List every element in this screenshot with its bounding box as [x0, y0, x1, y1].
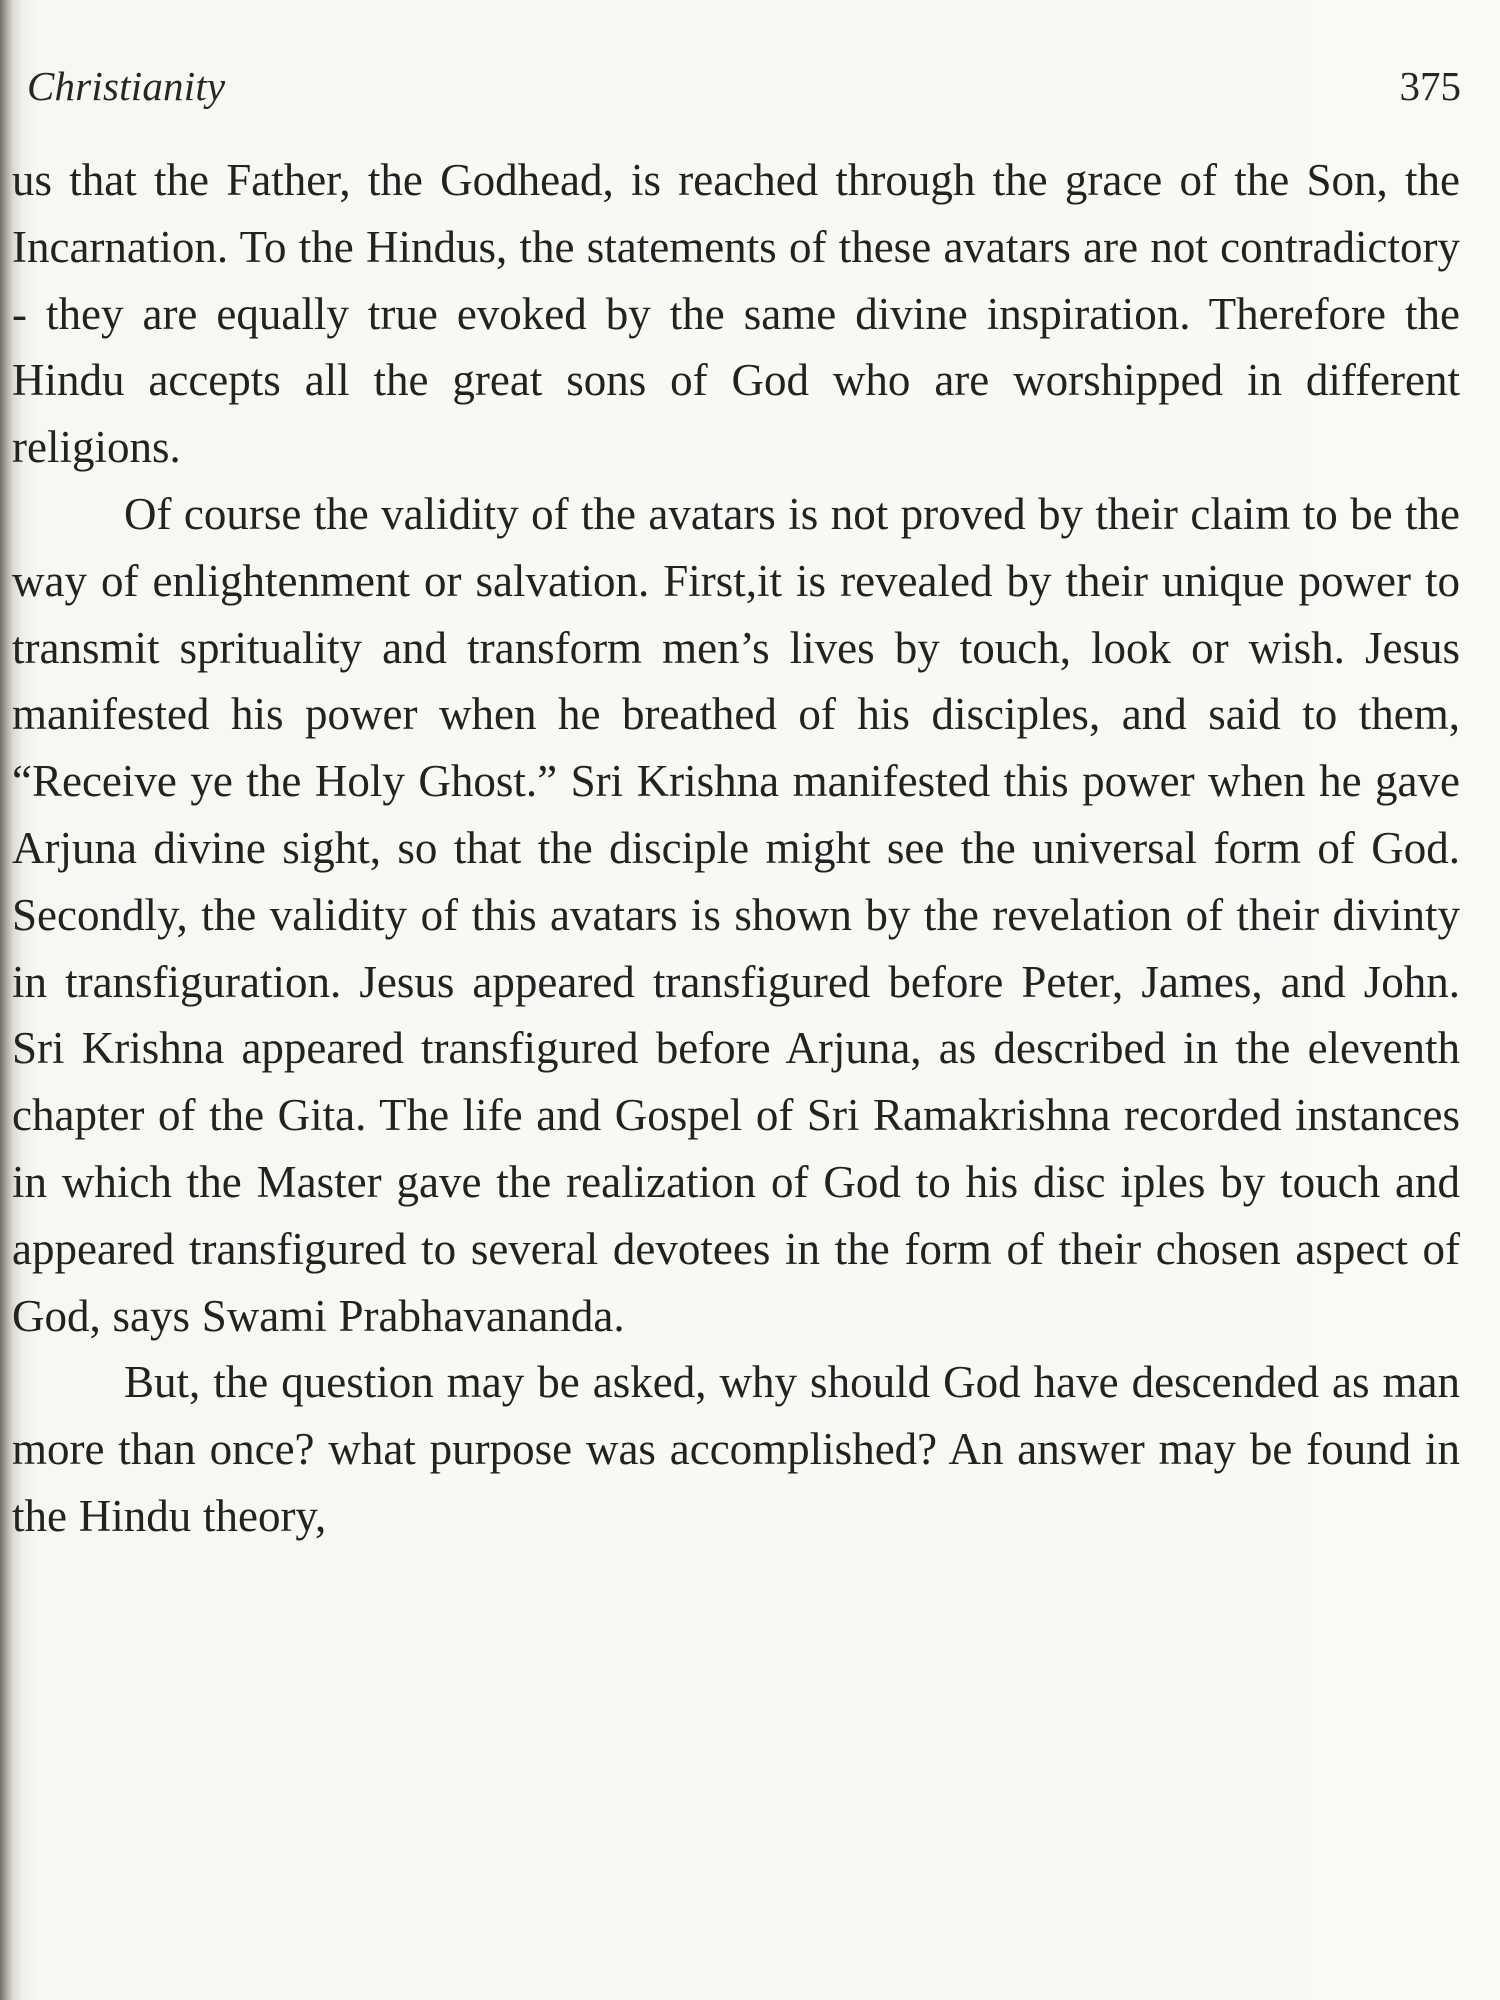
paragraph-continuation: us that the Father, the Godhead, is reached through the grace of the Son, the Incarnation. To the Hindus, the statements of these avatars are not contradictory - they are equally true evoked by the same divine inspiration. Therefore the Hindu accepts all the great sons of God who are worshipped in different religions. — [12, 155, 1460, 473]
running-title: Christianity — [27, 63, 226, 109]
paragraph-avatar-validity: Of course the validity of the avatars is not proved by their claim to be the way of enlightenment or salvation. First,it is revealed by their unique power to transmit sprituality and transform men’s lives by touch, look or wish. Jesus manifested his power when he breathed of his disciples, and said to them, “Receive ye the Holy Ghost.” Sri Krishna manifested this power when he gave Arjuna divine sight, so that the disciple might see the universal form of God. Secondly, the validity of this avatars is shown by the revelation of their divinty in transfiguration. Jesus appeared transfigured before Peter, James, and John. Sri Krishna appeared transfigured before Arjuna, as described in the eleventh chapter of the Gita. The life and Gospel of Sri Ramakrishna recorded instances in which the Master gave the realization of God to his disc iples by touch and appeared transfigured to several devotees in the form of their chosen aspect of God, says Swami Prabhavananda. — [12, 488, 1460, 1341]
body-text — [12, 147, 1460, 1550]
page-number: 375 — [1399, 63, 1461, 109]
running-header — [27, 62, 1461, 122]
paragraph-question: But, the question may be asked, why should God have descended as man more than once? what purpose was accomplished? An answer may be found in the Hindu theory, — [12, 1357, 1460, 1541]
